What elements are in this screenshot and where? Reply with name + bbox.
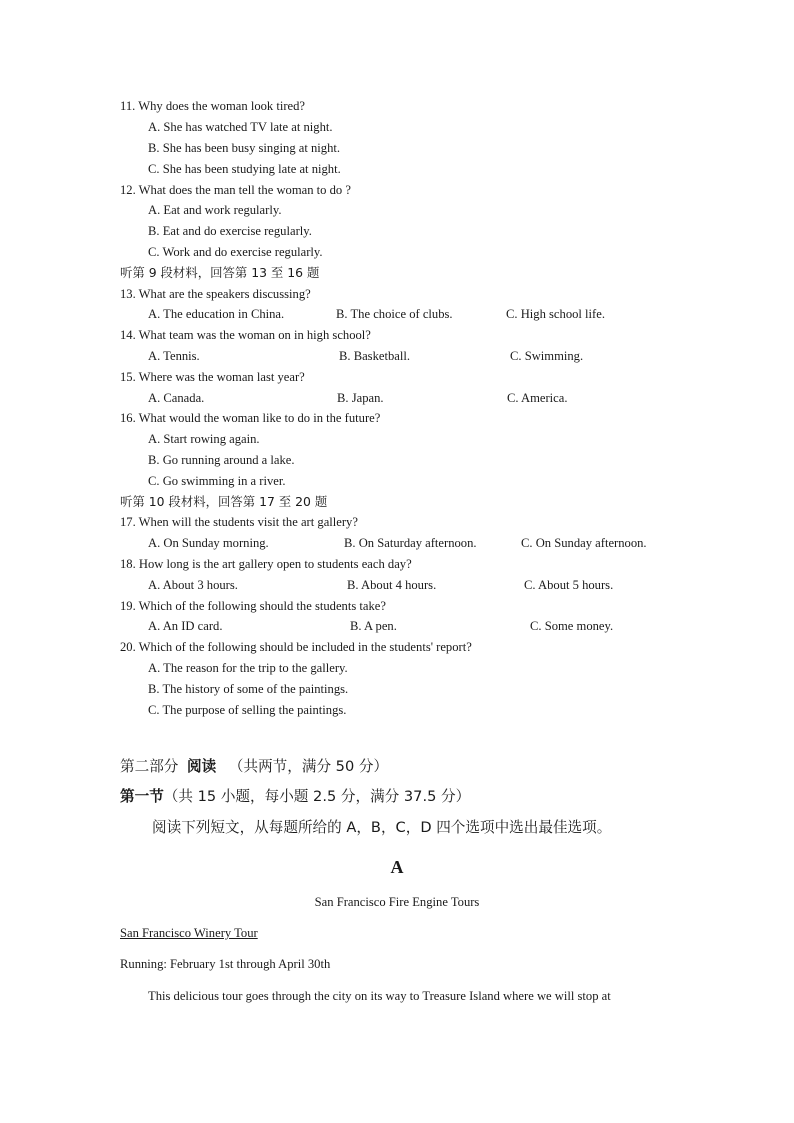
question-stem: 15. Where was the woman last year? [120, 370, 305, 384]
section-label: 第一节 [120, 788, 164, 805]
option-a: A. Start rowing again. [148, 432, 260, 446]
section-title [120, 789, 470, 805]
section-score: （共 15 小题，每小题 2.5 分，满分 37.5 分） [163, 788, 471, 805]
option-a: A. About 3 hours. [148, 578, 238, 592]
question-stem: 17. When will the students visit the art gallery? [120, 515, 358, 529]
option-c: C. Swimming. [510, 349, 584, 363]
option-c: C. High school life. [506, 307, 605, 321]
question-stem: 16. What would the woman like to do in the future? [120, 411, 381, 425]
option-a: A. Canada. [148, 391, 205, 405]
option-b: B. On Saturday afternoon. [344, 536, 477, 550]
passage-letter: A [390, 857, 404, 877]
section-heading: 听第 9 段材料，回答第 13 至 16 题 [120, 265, 320, 280]
tour-dates: Running: February 1st through April 30th [120, 957, 331, 971]
option-b: B. Basketball. [339, 349, 411, 363]
section-heading: 听第 10 段材料，回答第 17 至 20 题 [120, 494, 328, 509]
part-score: （共两节，满分 50 分） [228, 758, 389, 775]
passage-body: This delicious tour goes through the city on its way to Treasure Island where we will stop at [148, 989, 611, 1003]
option-a: A. An ID card. [148, 619, 223, 633]
part-heading [120, 759, 388, 775]
option-b: B. Japan. [337, 391, 384, 405]
option-b: B. The choice of clubs. [336, 307, 453, 321]
tour-name: San Francisco Winery Tour [120, 926, 258, 940]
option-a: A. The reason for the trip to the gallery. [148, 661, 348, 675]
option-a: A. The education in China. [148, 307, 285, 321]
question-stem: 11. Why does the woman look tired? [120, 99, 306, 113]
option-c: C. She has been studying late at night. [148, 162, 341, 176]
option-c: C. The purpose of selling the paintings. [148, 703, 347, 717]
question-stem: 20. Which of the following should be included in the students' report? [120, 640, 472, 654]
option-a: A. Eat and work regularly. [148, 203, 282, 217]
instruction: 阅读下列短文，从每题所给的 A，B，C，D 四个选项中选出最佳选项。 [152, 819, 612, 836]
option-c: C. About 5 hours. [524, 578, 614, 592]
option-c: C. Some money. [530, 619, 614, 633]
option-a: A. On Sunday morning. [148, 536, 269, 550]
option-c: C. America. [507, 391, 568, 405]
option-b: B. Go running around a lake. [148, 453, 295, 467]
option-c: C. On Sunday afternoon. [521, 536, 647, 550]
part-label: 第二部分 [120, 758, 179, 775]
option-a: A. She has watched TV late at night. [148, 120, 333, 134]
option-b: B. About 4 hours. [347, 578, 437, 592]
passage-title: San Francisco Fire Engine Tours [314, 895, 480, 909]
question-stem: 19. Which of the following should the students take? [120, 599, 386, 613]
question-stem: 14. What team was the woman on in high school? [120, 328, 371, 342]
question-stem: 18. How long is the art gallery open to students each day? [120, 557, 412, 571]
question-stem: 13. What are the speakers discussing? [120, 287, 311, 301]
part-title: 阅读 [187, 758, 217, 775]
option-c: C. Work and do exercise regularly. [148, 245, 323, 259]
option-b: B. She has been busy singing at night. [148, 141, 341, 155]
option-b: B. A pen. [350, 619, 397, 633]
option-a: A. Tennis. [148, 349, 200, 363]
option-b: B. Eat and do exercise regularly. [148, 224, 312, 238]
option-b: B. The history of some of the paintings. [148, 682, 349, 696]
question-stem: 12. What does the man tell the woman to do ? [120, 183, 351, 197]
option-c: C. Go swimming in a river. [148, 474, 286, 488]
